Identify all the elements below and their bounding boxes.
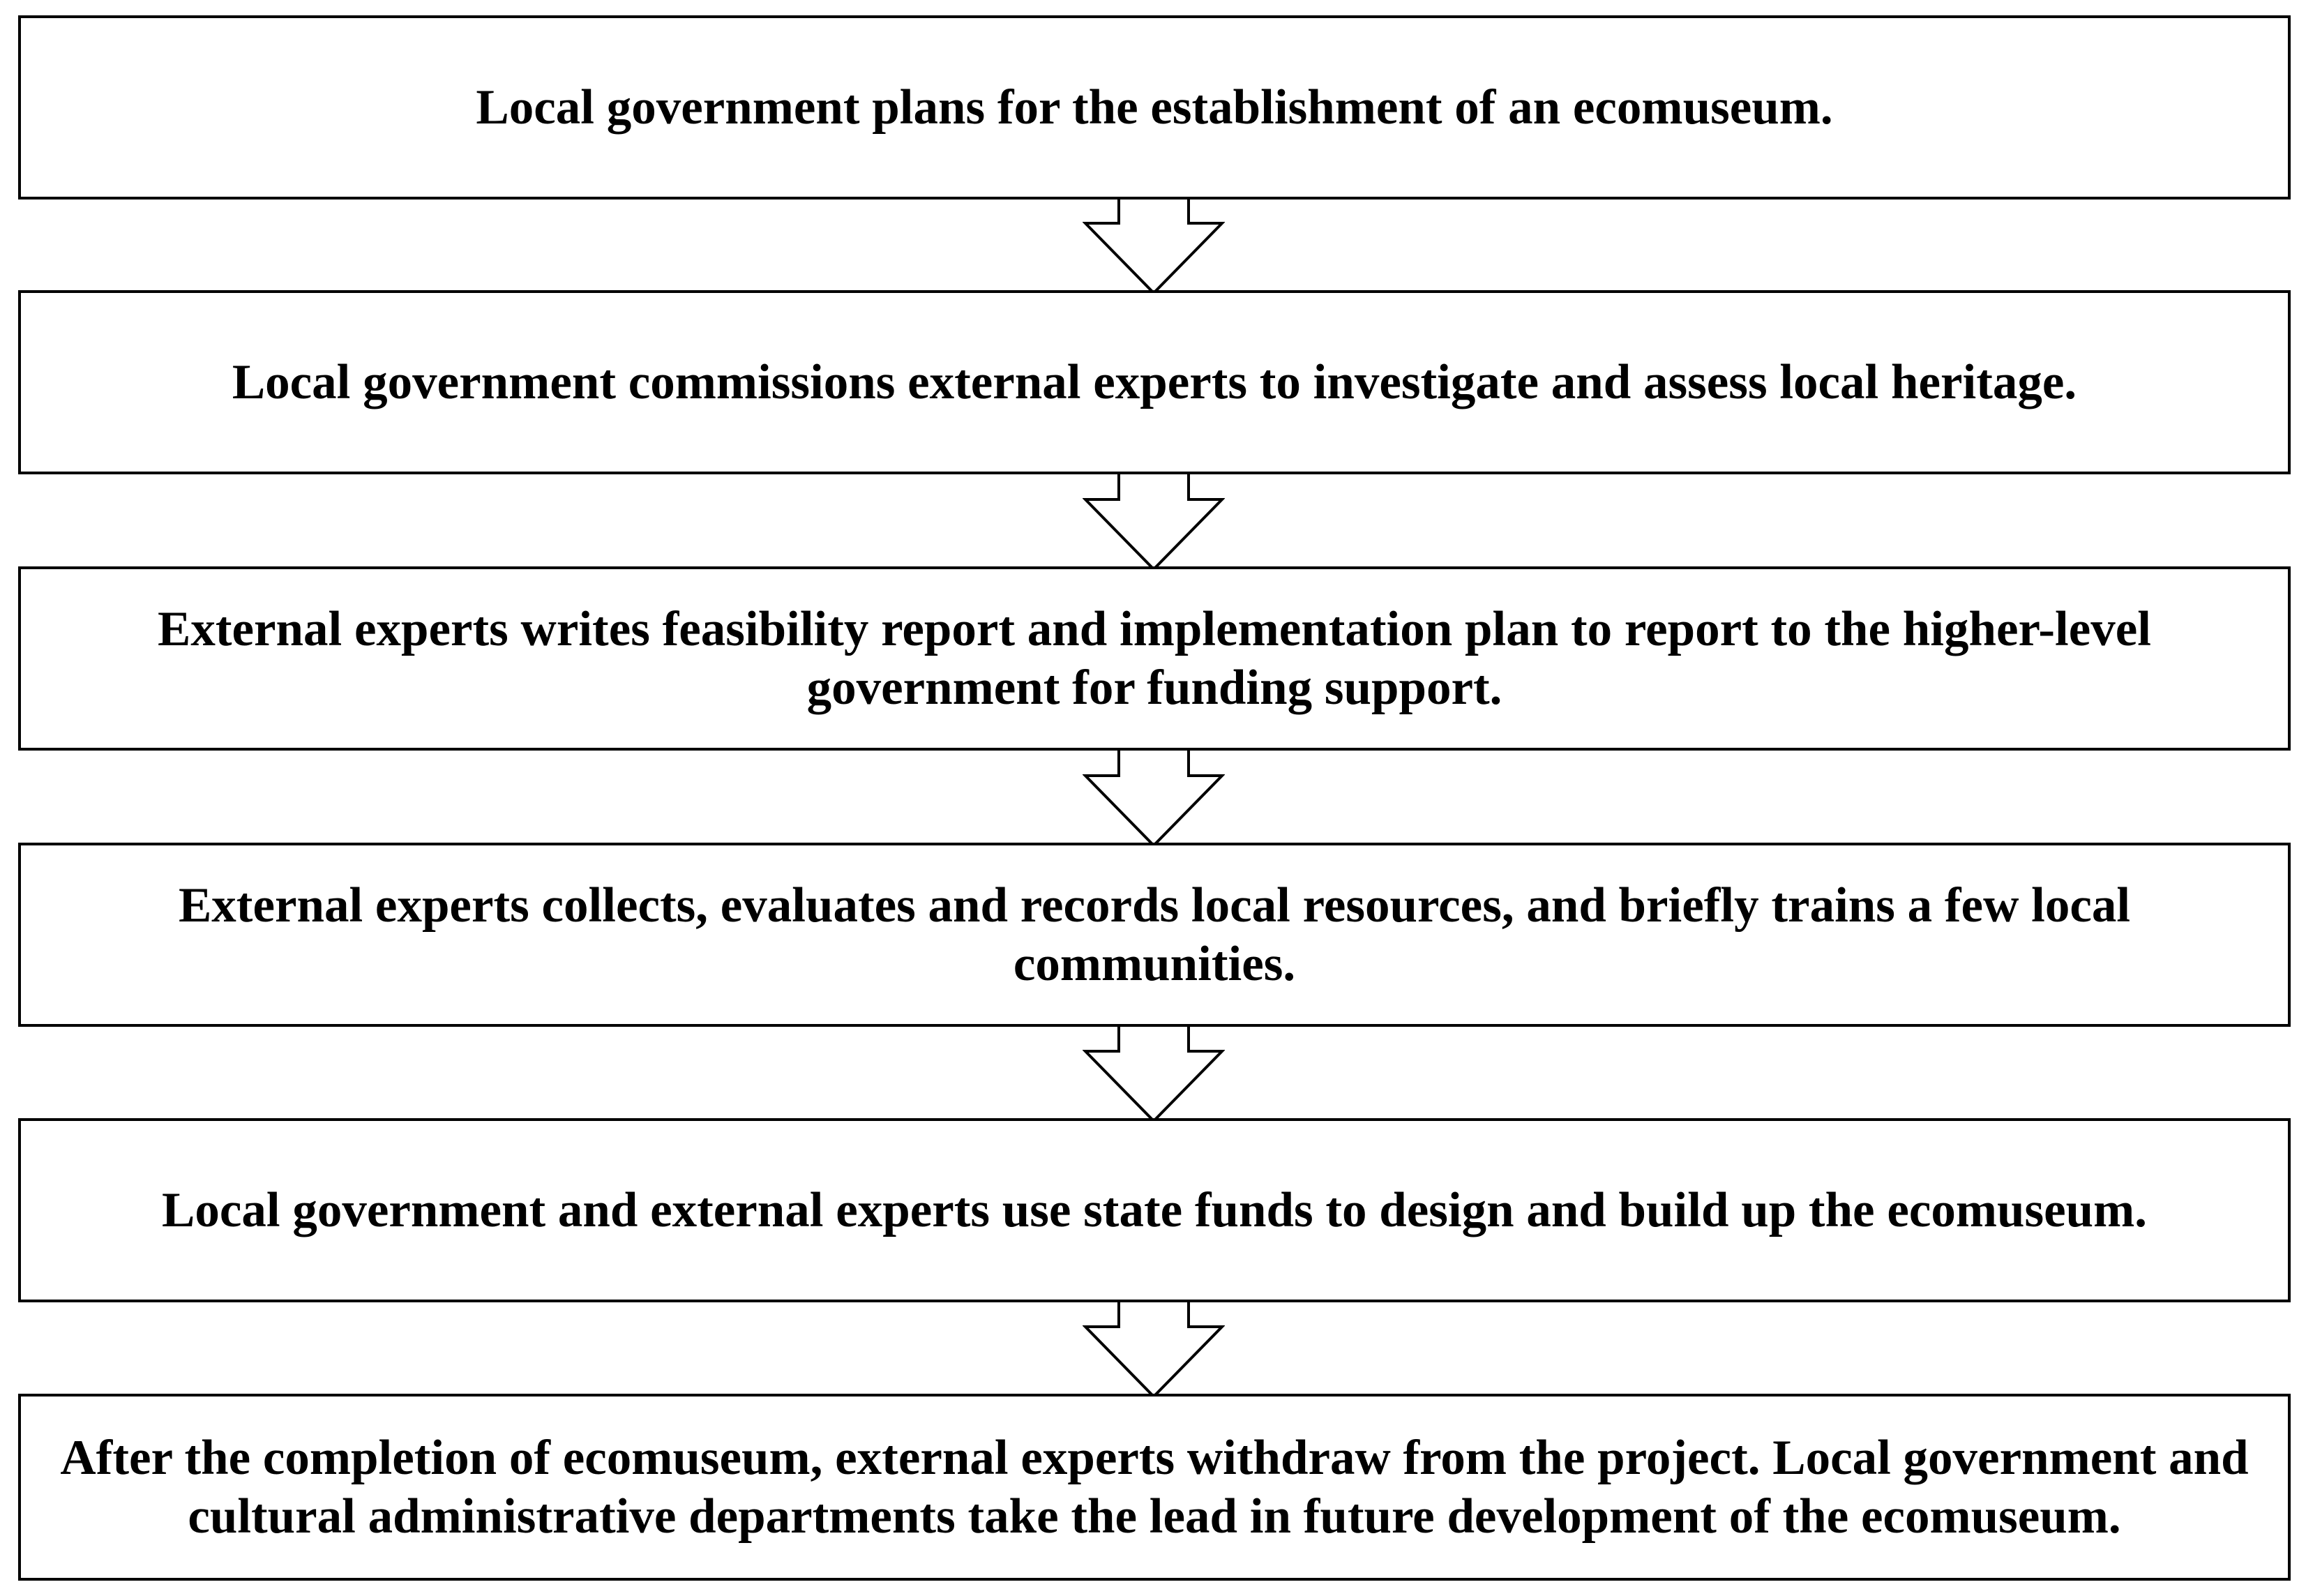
flow-step-4-text: External experts collects, evaluates and records local resources, and briefly trains a few local communities. [178,878,2131,991]
down-arrow-icon [1083,473,1225,572]
flow-step-2 [18,290,2291,474]
down-arrow-icon [1083,198,1225,296]
flow-step-3 [18,566,2291,751]
flow-step-3-text: External experts writes feasibility report and implementation plan to report to the higher-level government for funding support. [158,602,2151,715]
flow-step-1 [18,15,2291,200]
flow-step-1-text: Local government plans for the establishment of an ecomuseum. [476,80,1833,135]
down-arrow-icon [1083,1301,1225,1399]
flow-step-2-text: Local government commissions external experts to investigate and assess local heritage. [232,355,2077,409]
flow-step-5-text: Local government and external experts use state funds to design and build up the ecomuseum. [161,1183,2148,1237]
flow-step-5 [18,1118,2291,1302]
down-arrow-icon [1083,1025,1225,1124]
down-arrow-icon [1083,749,1225,848]
flow-step-6-text: After the completion of ecomuseum, external experts withdraw from the project. Local government and cultural administrative departments take the lead in future development of the ecomuseum. [60,1431,2249,1544]
flow-step-4 [18,843,2291,1027]
flow-step-6 [18,1394,2291,1581]
